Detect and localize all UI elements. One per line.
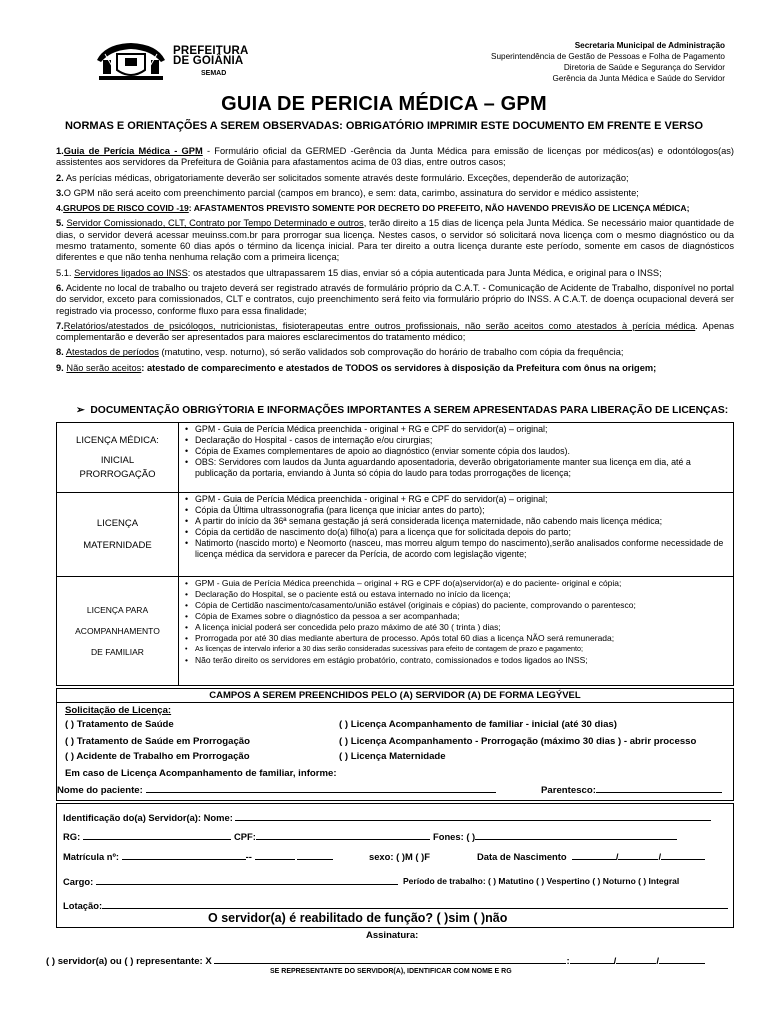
option-maternity[interactable]: ( ) Licença Maternidade (339, 751, 446, 762)
rehabilitated-question[interactable]: O servidor(a) é reabilitado de função? ( )sim ( )não (208, 911, 508, 925)
page-subtitle: NORMAS E ORIENTAÇÕES A SEREM OBSERVADAS: OBRIGATÓRIO IMPRIMIR ESTE DOCUMENTO EM FRENTE E VERSO (64, 120, 704, 132)
list-item: • A licença inicial poderá ser concedida pelo prazo máximo de até 30 ( trinta ) dias; (183, 622, 729, 633)
list-item: • Natimorto (nascido morto) e Neomorto (nasceu, mas morreu algum tempo do nascimento),serão analisados conforme necessidade de licença médica da servidora e parecer da Perícia, de acordo com legislação vigente; (183, 538, 729, 559)
list-item: • A partir do início da 36ª semana gestação já será considerada licença maternidade, não cabendo mais licença médica; (183, 516, 729, 527)
signature-label: Assinatura: (366, 930, 419, 941)
leave-request-form (56, 688, 734, 801)
name-field[interactable]: Identificação do(a) Servidor(a): Nome: (63, 812, 711, 823)
city-hall-name: PREFEITURA DE GOIÂNIA (173, 45, 249, 67)
list-item: • Cópia de Exames sobre o diagnóstico da pessoa a ser acompanhada; (183, 611, 729, 622)
list-item: • GPM - Guia de Perícia Médica preenchida - original + RG e CPF do servidor(a) – original; (183, 494, 729, 505)
coat-of-arms-logo (95, 40, 167, 82)
option-accident-extension[interactable]: ( ) Acidente de Trabalho em Prorrogação (65, 751, 250, 762)
rule-3: 3.O GPM não será aceito com preenchimento parcial (campos em branco), e sem: data, carimbo, assinatura do servidor e médico assistente; (56, 187, 639, 198)
list-item: • GPM - Guia de Perícia Médica preenchida - original + RG e CPF do servidor(a) – original; (183, 424, 729, 435)
list-item: • Cópia de Certidão nascimento/casamento/união estável (originais e cópias) do paciente, comprovando o parentesco; (183, 600, 729, 611)
doc-row-medical-leave: LICENÇA MÉDICA: INICIAL PRORROGAÇÃO • GPM - Guia de Perícia Médica preenchida - original + RG e CPF do servidor(a) – original; • Declaração do Hospital - casos de internação e/ou cirurgias; • Cópia de Exames complementares de apoio ao diagnóstico (enviar somente cópia dos laudos). • OBS: Servidores com laudos da Junta aguardando aposentadoria, deverão obrigatoriamente manter sua licença em dia, até a publicação da portaria, enviando à Junta só cópia do laudo para todas prorrogações de licença; (57, 423, 733, 493)
rule-7: 7.Relatórios/atestados de psicólogos, nutricionistas, fisioterapeutas entre outros profissionais, não serão aceitos como atestados à perícia médica. Apenas complementarão e deverão ser apresentados para maiores esclarecimentos do tratamento médico; (56, 320, 734, 343)
organization-lines: Secretaria Municipal de Administração Superintendência de Gestão de Pessoas e Folha de Pagamento Diretoria de Saúde e Segurança do Servidor Gerência da Junta Médica e Saúde do Servidor (491, 41, 725, 83)
list-item: • Não terão direito os servidores em estágio probatório, contrato, comissionados e todos ligados ao INSS; (183, 655, 729, 666)
request-type-label: Solicitação de Licença: (65, 705, 172, 716)
list-item: • Declaração do Hospital, se o paciente está ou estava internado no início da licença; (183, 589, 729, 600)
server-identification-form (56, 803, 734, 928)
semad-label: SEMAD (201, 70, 227, 77)
arrow-icon: ➢ (76, 405, 85, 416)
rule-5-1: 5.1. Servidores ligados ao INSS: os atestados que ultrapassarem 15 dias, enviar só a cópia autenticada para Junta Médica, e original para o INSS; (56, 267, 662, 278)
job-field[interactable]: Cargo: (63, 876, 398, 887)
option-family-care-extension[interactable]: ( ) Licença Acompanhamento - Prorrogação (máximo 30 dias ) - abrir processo (339, 736, 697, 747)
kinship-field[interactable]: Parentesco: (541, 784, 722, 796)
list-item: • Cópia da Última ultrassonografia (para licença que iniciar antes do parto); (183, 505, 729, 516)
representative-note: SE REPRESENTANTE DO SERVIDOR(A), IDENTIFICAR COM NOME E RG (270, 968, 512, 975)
birth-date-field[interactable]: Data de Nascimento / / (477, 851, 705, 862)
list-item: • OBS: Servidores com laudos da Junta aguardando aposentadoria, deverão obrigatoriamente manter sua licença em dia, até a publicação da portaria, enviando à Junta só cópia do laudo para todas prorrogações de licença; (183, 457, 729, 478)
patient-name-field[interactable]: Nome do paciente: (57, 784, 496, 796)
rule-1: 1.Guia de Perícia Médica - GPM - Formulário oficial da GERMED -Gerência da Junta Médica para emissão de licenças por médicos(as) e odontólogos(as) assistentes aos servidores da Prefeitura de Goiânia para afastamentos acima de 03 dias, entre outros casos; (56, 146, 734, 168)
rule-8: 8. Atestados de períodos (matutino, vesp. noturno), só serão validados sob comprovação do horário de trabalho com cópia da frequência; (56, 347, 624, 358)
list-item: • Prorrogada por até 30 dias mediante abertura de processo. Após total 60 dias a licença NÃO será remunerada; (183, 633, 729, 644)
page-title: GUIA DE PERICIA MÉDICA – GPM (221, 93, 547, 115)
rule-4: 4.GRUPOS DE RISCO COVID -19: AFASTAMENTOS PREVISTO SOMENTE POR DECRETO DO PREFEITO, NÃO HAVENDO PREVISÃO DE LICENÇA MÉDICA; (56, 203, 690, 214)
list-item: • Declaração do Hospital - casos de internação e/ou cirurgias; (183, 435, 729, 446)
rule-6: 6. Acidente no local de trabalho ou trajeto deverá ser registrado através de formulário próprio da C.A.T. - Comunicação de Acidente de Trabalho, disponível no portal do servidor, exceto para comissionados, CLT e contratos, cujo preenchimento será feito via formulário próprio do INSS. A C.A.T. de doença ocupacional deverá ser registrado via processo, conforme fluxo para essa finalidade; (56, 282, 734, 316)
signer-field[interactable]: ( ) servidor(a) ou ( ) representante: X : / / (46, 955, 705, 967)
rules-list (56, 146, 734, 378)
phones-field[interactable]: Fones: ( ) (433, 831, 677, 842)
cpf-field[interactable]: CPF: (234, 831, 430, 842)
documentation-title: ➢ DOCUMENTAÇÃO OBRIGÝTORIA E INFORMAÇÕES IMPORTANTES A SEREM APRESENTADAS PARA LIBERAÇÃO DE LICENÇAS: (76, 405, 729, 416)
rule-2: 2. As perícias médicas, obrigatoriamente deverão ser solicitados somente através deste formulário. Exceções, dependerão de autorização; (56, 172, 629, 183)
header (95, 40, 725, 92)
family-care-note: Em caso de Licença Acompanhamento de familiar, informe: (65, 768, 337, 779)
option-family-care-initial[interactable]: ( ) Licença Acompanhamento de familiar - inicial (até 30 dias) (339, 719, 617, 730)
sex-field[interactable]: sexo: ( )M ( )F (369, 851, 430, 862)
doc-row-family-care: LICENÇA PARA ACOMPANHAMENTO DE FAMILIAR • GPM - Guia de Perícia Médica preenchida – original + RG e CPF do(a)servidor(a) e do paciente- original e cópia; • Declaração do Hospital, se o paciente está ou estava internado no início da licença; • Cópia de Certidão nascimento/casamento/união estável (originais e cópias) do paciente, comprovando o parentesco; • Cópia de Exames sobre o diagnóstico da pessoa a ser acompanhada; • A licença inicial poderá ser concedida pelo prazo máximo de até 30 ( trinta ) dias; • Prorrogada por até 30 dias mediante abertura de processo. Após total 60 dias a licença NÃO será remunerada; • As licenças de intervalo inferior a 30 dias serão consideradas sucessivas para efeito de contagem de prazo e pagamento; • Não terão direito os servidores em estágio probatório, contrato, comissionados e todos ligados ao INSS; (57, 577, 733, 685)
list-item: • Cópia da certidão de nascimento do(a) filho(a) para a licença que for solicitada depois do parto; (183, 527, 729, 538)
rg-field[interactable]: RG: (63, 831, 231, 842)
form-header: CAMPOS A SEREM PREENCHIDOS PELO (A) SERVIDOR (A) DE FORMA LEGÝVEL (57, 689, 733, 703)
list-item: • GPM - Guia de Perícia Médica preenchida – original + RG e CPF do(a)servidor(a) e do paciente- original e cópia; (183, 578, 729, 589)
location-field[interactable]: Lotação: (63, 900, 728, 911)
rule-5: 5. Servidor Comissionado, CLT, Contrato por Tempo Determinado e outros, terão direito a 15 dias de licença pela Junta Médica. Se necessário maior quantidade de dias, o servidor deverá acessar meuinss.com.br para prorrogar sua licença. Nestes casos, o servidor só solicitará nova licença com o mesmo diagnóstico ou da mesmo tratamento, somente 60 dias após o término da licença inicial. Para ter direito a outra licença durante este período, somente em casos de diagnósticos diferentes e que não tenha nenhuma relação com a primeira licença; (56, 218, 734, 263)
option-health-treatment[interactable]: ( ) Tratamento de Saúde (65, 719, 174, 730)
list-item: • Cópia de Exames complementares de apoio ao diagnóstico (enviar somente cópia dos laudos). (183, 446, 729, 457)
work-period-field[interactable]: Período de trabalho: ( ) Matutino ( ) Vespertino ( ) Noturno ( ) Integral (403, 876, 680, 886)
rule-9: 9. Não serão aceitos: atestado de comparecimento e atestados de TODOS os servidores à disposição da Prefeitura com ônus na origem; (56, 362, 657, 373)
documentation-table (56, 422, 734, 686)
registration-field[interactable]: Matrícula nº: -- (63, 851, 333, 862)
option-health-extension[interactable]: ( ) Tratamento de Saúde em Prorrogação (65, 736, 250, 747)
doc-row-maternity: LICENÇA MATERNIDADE • GPM - Guia de Perícia Médica preenchida - original + RG e CPF do servidor(a) – original; • Cópia da Última ultrassonografia (para licença que iniciar antes do parto); • A partir do início da 36ª semana gestação já será considerada licença maternidade, não cabendo mais licença médica; • Cópia da certidão de nascimento do(a) filho(a) para a licença que for solicitada depois do parto; • Natimorto (nascido morto) e Neomorto (nasceu, mas morreu algum tempo do nascimento),serão analisados conforme necessidade de licença médica da servidora e parecer da Perícia, de acordo com legislação vigente; (57, 493, 733, 577)
list-item: • As licenças de intervalo inferior a 30 dias serão consideradas sucessivas para efeito de contagem de prazo e pagamento; (183, 644, 729, 655)
